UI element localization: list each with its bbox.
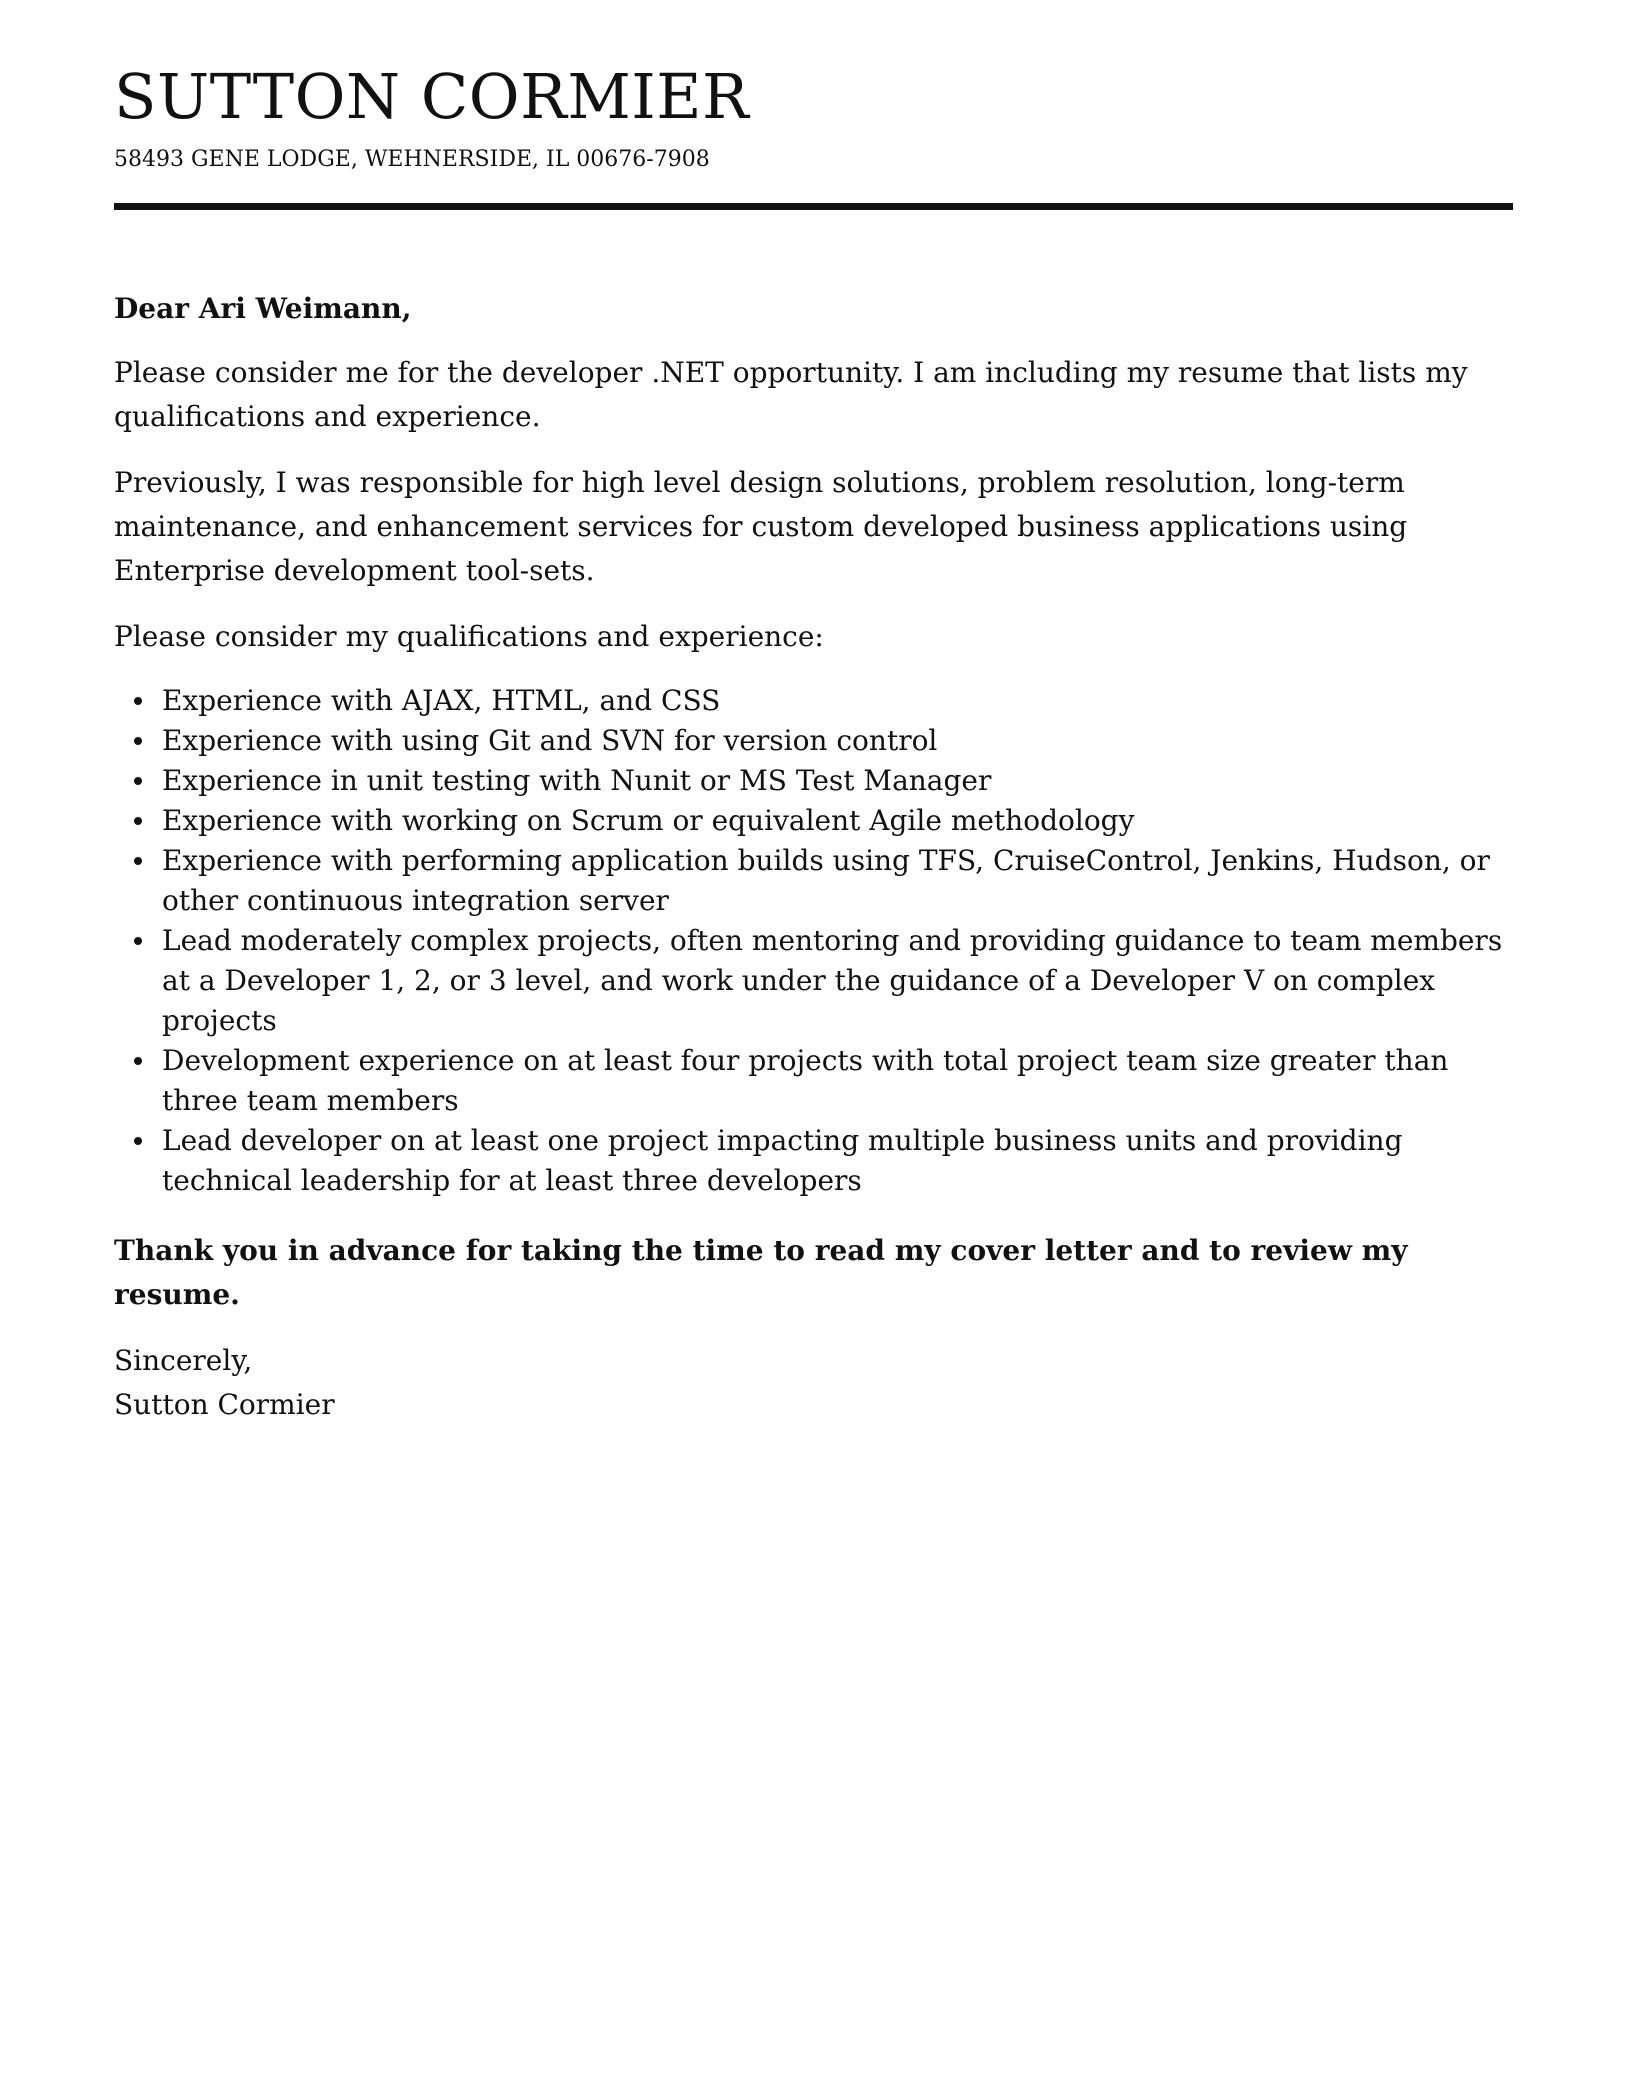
applicant-address: 58493 GENE LODGE, WEHNERSIDE, IL 00676-7908	[114, 147, 710, 172]
signature-name: Sutton Cormier	[114, 1388, 335, 1421]
list-item-text: Experience with AJAX, HTML, and CSS	[162, 684, 721, 717]
qualifications-intro: Please consider my qualifications and experience:	[114, 620, 824, 653]
list-item	[162, 721, 1516, 761]
list-item	[162, 761, 1516, 801]
list-item	[162, 681, 1516, 721]
letter-body	[114, 287, 1516, 1427]
bullet-icon	[134, 1137, 142, 1145]
bullet-icon	[134, 777, 142, 785]
bullet-icon	[134, 1057, 142, 1065]
list-item-text: Development experience on at least four projects with total project team size greater than three team members	[162, 1044, 1449, 1117]
list-item-text: Experience with working on Scrum or equivalent Agile methodology	[162, 804, 1135, 837]
header-divider	[114, 203, 1513, 210]
closing-statement: Thank you in advance for taking the time to read my cover letter and to review my resume.	[114, 1234, 1408, 1311]
salutation: Dear Ari Weimann,	[114, 292, 412, 325]
list-item	[162, 1121, 1516, 1201]
list-item-text: Experience with using Git and SVN for version control	[162, 724, 938, 757]
list-item	[162, 841, 1516, 921]
list-item	[162, 1041, 1516, 1121]
list-item-text: Lead developer on at least one project impacting multiple business units and providing technical leadership for at least three developers	[162, 1124, 1403, 1197]
bullet-icon	[134, 857, 142, 865]
intro-paragraph: Please consider me for the developer .NET opportunity. I am including my resume that lists my qualifications and experience.	[114, 356, 1468, 433]
applicant-name: SUTTON CORMIER	[114, 60, 750, 133]
letter-header	[114, 60, 1514, 176]
bullet-icon	[134, 697, 142, 705]
bullet-icon	[134, 737, 142, 745]
bullet-icon	[134, 817, 142, 825]
bullet-icon	[134, 937, 142, 945]
list-item-text: Lead moderately complex projects, often mentoring and providing guidance to team members at a Developer 1, 2, or 3 level, and work under the guidance of a Developer V on complex projects	[162, 924, 1503, 1037]
list-item-text: Experience with performing application builds using TFS, CruiseControl, Jenkins, Hudson, or other continuous integration server	[162, 844, 1490, 917]
experience-paragraph: Previously, I was responsible for high level design solutions, problem resolution, long-term maintenance, and enhancement services for custom developed business applications using Enterprise development tool-sets.	[114, 466, 1408, 587]
valediction: Sincerely,	[114, 1344, 253, 1377]
list-item	[162, 801, 1516, 841]
list-item-text: Experience in unit testing with Nunit or MS Test Manager	[162, 764, 992, 797]
list-item	[162, 921, 1516, 1041]
qualifications-list	[114, 681, 1516, 1201]
